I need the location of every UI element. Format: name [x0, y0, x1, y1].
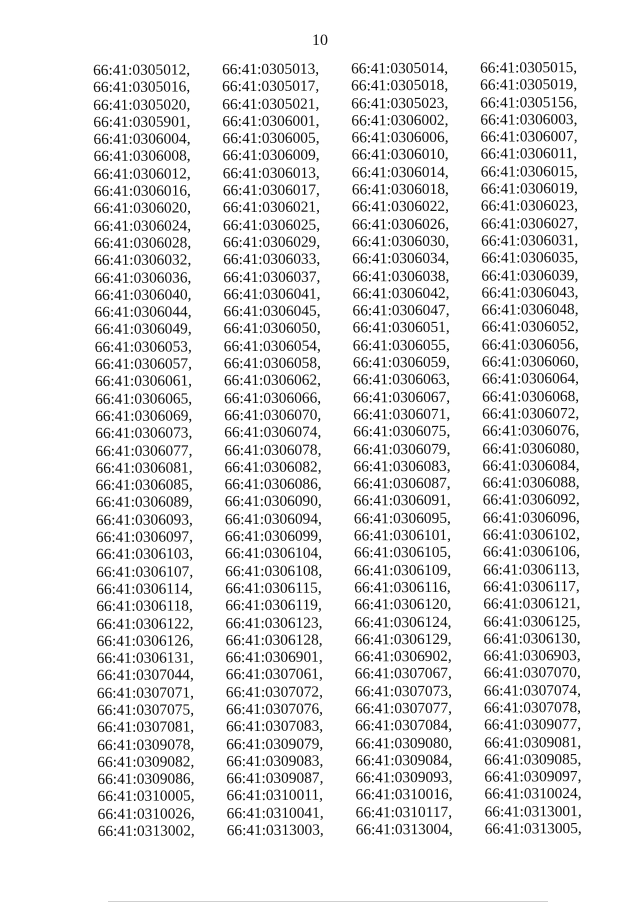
cadastral-number-cell: 66:41:0309081, — [484, 733, 582, 752]
cadastral-number-cell: 66:41:0306076, — [482, 422, 580, 440]
cadastral-number-cell: 66:41:0307070, — [483, 664, 581, 683]
cadastral-number-cell: 66:41:0306128, — [225, 631, 323, 649]
cadastral-number-cell: 66:41:0309084, — [355, 751, 453, 770]
cadastral-number-cell: 66:41:0306017, — [222, 181, 320, 200]
cadastral-number-cell: 66:41:0306061, — [94, 372, 193, 391]
cadastral-number-cell: 66:41:0305012, — [93, 61, 191, 79]
cadastral-number-cell: 66:41:0306118, — [96, 597, 193, 616]
cadastral-number-cell: 66:41:0313003, — [226, 821, 324, 840]
cadastral-number-cell: 66:41:0306021, — [222, 198, 321, 217]
cadastral-number-cell: 66:41:0306095, — [353, 509, 451, 528]
cadastral-number-cell: 66:41:0306124, — [354, 613, 452, 631]
cadastral-number-cell: 66:41:0306028, — [94, 234, 192, 252]
cadastral-number-cell: 66:41:0306083, — [353, 457, 451, 476]
cadastral-number-cell: 66:41:0306048, — [481, 301, 579, 319]
cadastral-number-cell: 66:41:0306019, — [480, 180, 578, 198]
cadastral-number-cell: 66:41:0306081, — [95, 459, 193, 477]
cadastral-number-cell: 66:41:0307071, — [96, 684, 194, 702]
cadastral-number-cell: 66:41:0306109, — [354, 561, 452, 580]
cadastral-number-cell: 66:41:0306114, — [96, 580, 193, 598]
cadastral-number-cell: 66:41:0306069, — [95, 407, 193, 425]
cadastral-number-cell: 66:41:0310117, — [355, 803, 453, 822]
cadastral-number-cell: 66:41:0306119, — [225, 596, 322, 615]
cadastral-number-cell: 66:41:0307081, — [97, 718, 195, 737]
cadastral-number-cell: 66:41:0306903, — [483, 647, 581, 665]
cadastral-number-cell: 66:41:0307061, — [225, 665, 323, 684]
cadastral-number-cell: 66:41:0306108, — [225, 562, 323, 580]
cadastral-number-cell: 66:41:0306042, — [352, 284, 450, 303]
cadastral-number-cell: 66:41:0306036, — [94, 268, 192, 287]
cadastral-number-cell: 66:41:0306082, — [224, 458, 322, 477]
cadastral-number-cell: 66:41:0306073, — [95, 424, 193, 443]
cadastral-number-cell: 66:41:0306060, — [481, 353, 579, 371]
cadastral-number-cell: 66:41:0307075, — [96, 701, 195, 719]
cadastral-number-cell: 66:41:0306027, — [480, 214, 579, 233]
cadastral-number-cell: 66:41:0306126, — [96, 632, 194, 650]
cadastral-number-cell: 66:41:0306103, — [95, 545, 194, 564]
cadastral-number-cell: 66:41:0306117, — [483, 577, 580, 596]
cadastral-number-cell: 66:41:0306025, — [222, 216, 321, 234]
cadastral-number-cell: 66:41:0313002, — [97, 822, 195, 841]
cadastral-number-cell: 66:41:0307067, — [354, 665, 452, 683]
cadastral-number-cell: 66:41:0306122, — [96, 614, 194, 633]
cadastral-number-cell: 66:41:0306106, — [482, 543, 581, 561]
cadastral-number-cell: 66:41:0306029, — [223, 233, 321, 252]
cadastral-number-cell: 66:41:0306047, — [352, 301, 450, 320]
cadastral-number-cell: 66:41:0306092, — [482, 491, 580, 510]
cadastral-number-cell: 66:41:0305016, — [93, 78, 191, 97]
cadastral-number-cell: 66:41:0306008, — [93, 147, 191, 166]
cadastral-number-cell: 66:41:0306131, — [96, 649, 194, 668]
cadastral-number-cell: 66:41:0306085, — [95, 476, 193, 495]
cadastral-number-cell: 66:41:0307076, — [225, 700, 324, 719]
cadastral-number-cell: 66:41:0306105, — [353, 544, 452, 562]
cadastral-number-cell: 66:41:0307077, — [354, 699, 453, 718]
cadastral-number-cell: 66:41:0306031, — [481, 232, 579, 250]
cadastral-number-cell: 66:41:0310016, — [355, 786, 453, 804]
cadastral-number-cell: 66:41:0306030, — [352, 232, 450, 251]
cadastral-number-cell: 66:41:0307074, — [483, 681, 581, 700]
cadastral-number-cell: 66:41:0305020, — [93, 96, 191, 114]
cadastral-number-cell: 66:41:0306038, — [352, 267, 450, 285]
cadastral-number-cell: 66:41:0309077, — [484, 716, 582, 734]
cadastral-number-cell: 66:41:0306902, — [354, 647, 452, 666]
cadastral-number-cell: 66:41:0306045, — [223, 302, 321, 321]
cadastral-number-cell: 66:41:0306078, — [224, 441, 322, 459]
cadastral-number-cell: 66:41:0310041, — [226, 804, 324, 822]
cadastral-number-cell: 66:41:0306068, — [482, 387, 580, 406]
cadastral-number-cell: 66:41:0310011, — [226, 787, 324, 805]
cadastral-number-cell: 66:41:0306065, — [95, 390, 193, 408]
cadastral-number-cell: 66:41:0313001, — [484, 802, 582, 821]
cadastral-number-cell: 66:41:0306096, — [482, 508, 580, 527]
cadastral-number-cell: 66:41:0306090, — [224, 493, 322, 511]
cadastral-number-cell: 66:41:0306059, — [352, 353, 450, 372]
cadastral-number-cell: 66:41:0306104, — [224, 544, 323, 563]
cadastral-number-cell: 66:41:0306074, — [224, 423, 322, 442]
cadastral-number-cell: 66:41:0306099, — [224, 527, 323, 546]
cadastral-number-cell: 66:41:0306058, — [223, 354, 321, 373]
cadastral-number-cell: 66:41:0307072, — [225, 683, 323, 701]
cadastral-number-cell: 66:41:0306071, — [353, 405, 451, 424]
cadastral-number-cell: 66:41:0306009, — [222, 147, 320, 165]
cadastral-number-cell: 66:41:0305013, — [221, 60, 320, 79]
cadastral-number-cell: 66:41:0306089, — [95, 493, 193, 512]
cadastral-number-cell: 66:41:0306043, — [481, 283, 579, 302]
cadastral-number-cell: 66:41:0306129, — [354, 630, 452, 649]
cadastral-number-cell: 66:41:0306034, — [352, 250, 450, 268]
cadastral-number-cell: 66:41:0305014, — [350, 59, 449, 78]
cadastral-number-cell: 66:41:0307044, — [96, 666, 194, 685]
cadastral-number-cell: 66:41:0306125, — [483, 612, 581, 631]
cadastral-number-cell: 66:41:0310026, — [97, 805, 195, 823]
cadastral-number-cell: 66:41:0305019, — [480, 76, 578, 94]
cadastral-number-cell: 66:41:0306084, — [482, 456, 580, 475]
cadastral-number-cell: 66:41:0307083, — [226, 717, 324, 736]
cadastral-number-cell: 66:41:0306053, — [94, 338, 192, 356]
cadastral-number-cell: 66:41:0306055, — [352, 336, 450, 355]
cadastral-number-cell: 66:41:0309087, — [226, 769, 324, 788]
cadastral-number-cell: 66:41:0305901, — [93, 113, 191, 131]
cadastral-number-cell: 66:41:0306086, — [224, 475, 322, 494]
cadastral-number-cell: 66:41:0309083, — [226, 752, 324, 771]
cadastral-number-cell: 66:41:0306018, — [351, 180, 449, 199]
cadastral-number-cell: 66:41:0306097, — [95, 528, 194, 547]
cadastral-number-cell: 66:41:0306022, — [351, 198, 450, 216]
cadastral-number-cell: 66:41:0306041, — [223, 285, 321, 304]
cadastral-number-cell: 66:41:0305017, — [222, 77, 320, 96]
cadastral-number-cell: 66:41:0306079, — [353, 440, 451, 458]
cadastral-number-cell: 66:41:0306115, — [225, 579, 322, 598]
cadastral-number-cell: 66:41:0306064, — [481, 370, 580, 388]
cadastral-number-cell: 66:41:0305021, — [222, 95, 320, 113]
cadastral-number-cell: 66:41:0306032, — [94, 251, 192, 270]
cadastral-number-cell: 66:41:0306006, — [351, 129, 449, 147]
page-bottom-edge — [108, 901, 548, 902]
cadastral-number-cell: 66:41:0306020, — [93, 199, 192, 218]
cadastral-number-cell: 66:41:0306062, — [223, 371, 322, 390]
cadastral-number-cell: 66:41:0306044, — [94, 303, 192, 322]
cadastral-number-cell: 66:41:0309079, — [226, 735, 324, 753]
cadastral-number-table — [93, 59, 608, 840]
cadastral-number-cell: 66:41:0306091, — [353, 492, 451, 510]
cadastral-number-cell: 66:41:0310005, — [97, 787, 195, 806]
cadastral-number-cell: 66:41:0309085, — [484, 750, 582, 769]
cadastral-number-cell: 66:41:0306011, — [480, 145, 578, 164]
cadastral-number-cell: 66:41:0306001, — [222, 112, 320, 131]
cadastral-number-cell: 66:41:0306013, — [222, 164, 320, 182]
cadastral-number-cell: 66:41:0306049, — [94, 320, 192, 339]
cadastral-number-cell: 66:41:0306007, — [480, 128, 578, 146]
cadastral-number-cell: 66:41:0306002, — [351, 111, 449, 130]
cadastral-number-cell: 66:41:0306056, — [481, 335, 579, 354]
cadastral-number-cell: 66:41:0306016, — [93, 182, 191, 201]
cadastral-number-cell: 66:41:0306072, — [482, 404, 580, 423]
cadastral-number-cell: 66:41:0306024, — [93, 217, 192, 235]
cadastral-number-cell: 66:41:0309078, — [97, 735, 195, 754]
cadastral-number-cell: 66:41:0305015, — [479, 59, 578, 77]
cadastral-number-cell: 66:41:0307073, — [354, 682, 452, 701]
cadastral-number-cell: 66:41:0306014, — [351, 163, 449, 182]
cadastral-number-cell: 66:41:0306037, — [223, 268, 321, 286]
cadastral-number-cell: 66:41:0306057, — [94, 355, 192, 374]
cadastral-number-cell: 66:41:0306087, — [353, 474, 451, 493]
cadastral-number-cell: 66:41:0306054, — [223, 337, 321, 355]
cadastral-number-cell: 66:41:0306010, — [351, 146, 449, 164]
cadastral-number-cell: 66:41:0306120, — [354, 596, 452, 614]
cadastral-number-cell: 66:41:0306050, — [223, 320, 321, 338]
cadastral-number-cell: 66:41:0306023, — [480, 197, 579, 216]
cadastral-number-cell: 66:41:0306063, — [352, 371, 451, 389]
cadastral-number-cell: 66:41:0306093, — [95, 511, 193, 529]
cadastral-number-cell: 66:41:0306066, — [224, 389, 322, 407]
cadastral-number-cell: 66:41:0306052, — [481, 318, 579, 337]
cadastral-number-cell: 66:41:0306004, — [93, 130, 191, 149]
cadastral-number-cell: 66:41:0306102, — [482, 526, 581, 544]
cadastral-number-cell: 66:41:0309080, — [355, 734, 453, 752]
cadastral-number-cell: 66:41:0309097, — [484, 768, 582, 786]
cadastral-number-cell: 66:41:0309093, — [355, 768, 453, 787]
cadastral-number-cell: 66:41:0306123, — [225, 614, 323, 632]
cadastral-number-cell: 66:41:0306088, — [482, 474, 580, 492]
cadastral-number-cell: 66:41:0306033, — [223, 250, 321, 269]
cadastral-number-cell: 66:41:0306003, — [480, 110, 578, 129]
cadastral-number-cell: 66:41:0306080, — [482, 439, 580, 458]
cadastral-number-cell: 66:41:0306012, — [93, 165, 191, 183]
cadastral-number-cell: 66:41:0306101, — [353, 526, 452, 545]
cadastral-number-cell: 66:41:0306040, — [94, 286, 192, 304]
cadastral-number-cell: 66:41:0306035, — [481, 249, 579, 267]
cadastral-number-cell: 66:41:0306026, — [351, 215, 450, 234]
cadastral-number-cell: 66:41:0309086, — [97, 770, 195, 789]
cadastral-number-cell: 66:41:0306113, — [483, 560, 580, 579]
cadastral-number-cell: 66:41:0306067, — [353, 388, 451, 407]
cadastral-number-cell: 66:41:0306116, — [354, 578, 451, 597]
cadastral-number-cell: 66:41:0313005, — [484, 820, 582, 838]
cadastral-number-cell: 66:41:0306005, — [222, 129, 320, 148]
cadastral-number-cell: 66:41:0306121, — [483, 595, 581, 613]
table-row — [98, 820, 608, 840]
cadastral-number-cell: 66:41:0306015, — [480, 162, 578, 181]
cadastral-number-cell: 66:41:0306107, — [96, 563, 194, 581]
cadastral-number-cell: 66:41:0306070, — [224, 406, 322, 425]
cadastral-number-cell: 66:41:0306077, — [95, 441, 193, 460]
page-number: 10 — [312, 32, 328, 49]
cadastral-number-cell: 66:41:0305023, — [351, 94, 449, 113]
cadastral-number-cell: 66:41:0306130, — [483, 629, 581, 648]
cadastral-number-cell: 66:41:0306901, — [225, 648, 323, 667]
cadastral-number-cell: 66:41:0313004, — [355, 820, 453, 839]
cadastral-number-cell: 66:41:0305156, — [480, 93, 578, 112]
cadastral-number-cell: 66:41:0310024, — [484, 785, 582, 804]
cadastral-number-cell: 66:41:0306094, — [224, 510, 322, 528]
cadastral-number-cell: 66:41:0305018, — [351, 77, 449, 95]
cadastral-number-cell: 66:41:0306075, — [353, 423, 451, 441]
cadastral-number-cell: 66:41:0307078, — [483, 699, 582, 717]
cadastral-number-cell: 66:41:0306039, — [481, 266, 579, 285]
cadastral-number-cell: 66:41:0306051, — [352, 319, 450, 337]
cadastral-number-cell: 66:41:0309082, — [97, 753, 195, 771]
cadastral-number-cell: 66:41:0307084, — [355, 717, 453, 735]
